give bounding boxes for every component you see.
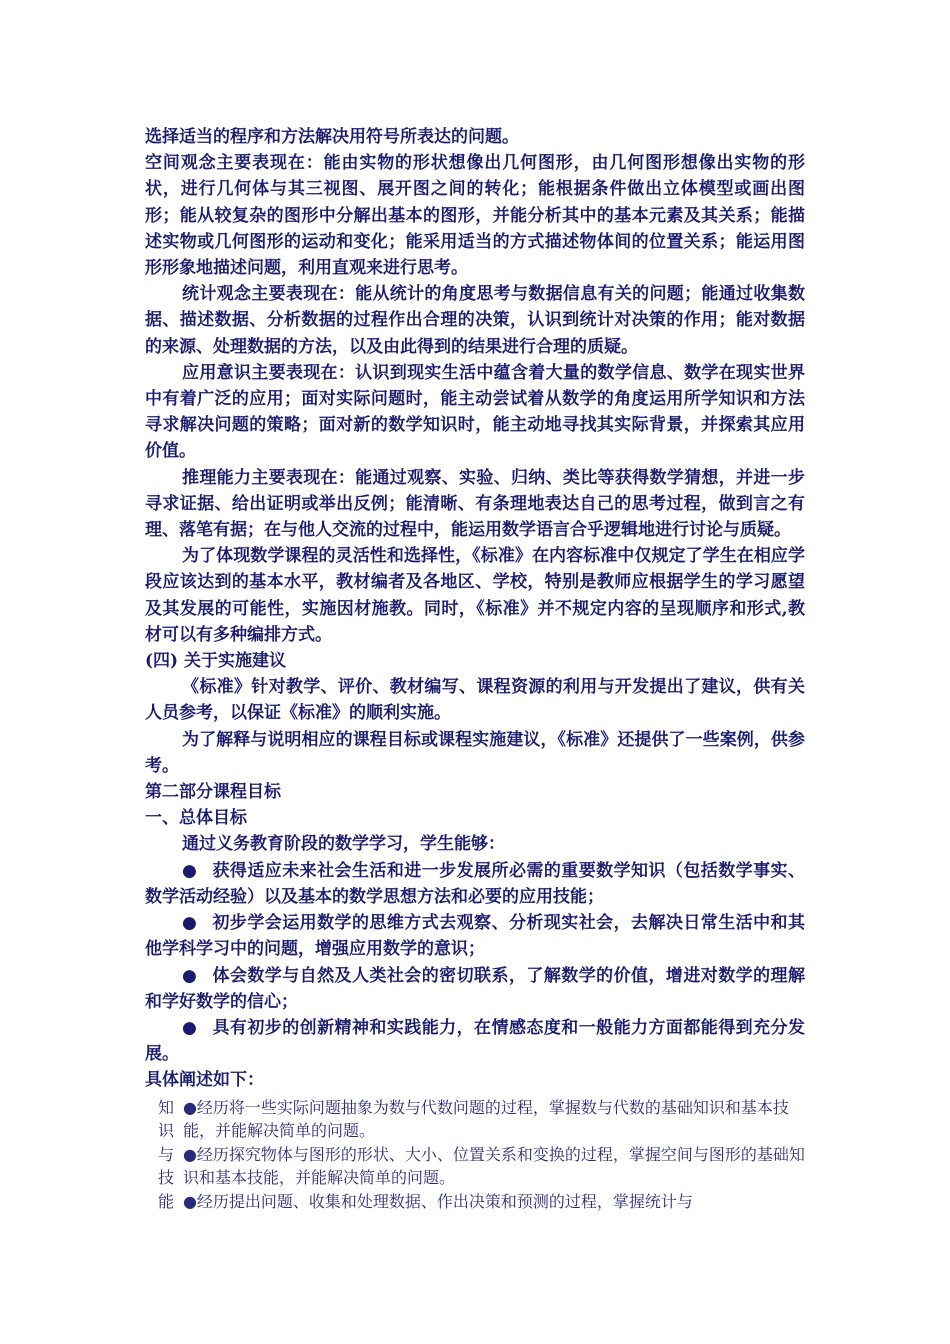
bullet-dot-icon: ●: [182, 1017, 197, 1038]
side-char: 知: [157, 1097, 174, 1117]
bullet-text: 具有初步的创新精神和实践能力，在情感态度和一般能力方面都能得到充分发展。: [145, 1017, 805, 1065]
section-heading-implementation: (四) 关于实施建议: [145, 651, 287, 672]
bullet-text: 获得适应未来社会生活和进一步发展所必需的重要数学知识（包括数学事实、数学活动经验）以及基本的数学思想方法和必要的应用技能；: [145, 860, 805, 907]
bullet-dot-icon: ●: [182, 860, 197, 881]
side-char: 与: [157, 1144, 174, 1164]
side-char: 识: [157, 1121, 174, 1141]
bullet-item: [145, 858, 805, 910]
goals-table-side-label: [145, 1096, 179, 1214]
paragraph-goals-intro: 通过义务教育阶段的数学学习，学生能够：: [182, 834, 505, 855]
paragraph-reasoning-ability: 推理能力主要表现在：能通过观察、实验、归纳、类比等获得数学猜想，并进一步寻求证据、给出证明或举出反例；能清晰、有条理地表达自己的思考过程，做到言之有理、落笔有据；在与他人交流的过程中，能运用数学语言合乎逻辑地进行讨论与质疑。: [145, 467, 805, 541]
bullet-text: 体会数学与自然及人类社会的密切联系，了解数学的价值，增进对数学的理解和学好数学的信心；: [145, 965, 805, 1012]
paragraph-implementation-2: 为了解释与说明相应的课程目标或课程实施建议，《标准》还提供了一些案例，供参考。: [145, 729, 805, 776]
paragraph-implementation-1: 《标准》针对教学、评价、教材编写、课程资源的利用与开发提出了建议，供有关人员参考，以保证《标准》的顺利实施。: [145, 677, 805, 724]
sub-heading-overall-goals: 一、总体目标: [145, 808, 247, 829]
paragraph-application-awareness: 应用意识主要表现在：认识到现实生活中蕴含着大量的数学信息、数学在现实世界中有着广泛的应用；面对实际问题时，能主动尝试着从数学的角度运用所学知识和方法寻求解决问题的策略；面对新的数学知识时，能主动地寻找其实际背景，并探索其应用价值。: [145, 362, 805, 462]
goal-row: ●经历探究物体与图形的形状、大小、位置关系和变换的过程，掌握空间与图形的基础知识和基本技能，并能解决简单的问题。: [182, 1144, 805, 1188]
bullet-item: [145, 963, 805, 1015]
document-content: [145, 124, 805, 1213]
bullet-dot-icon: ●: [182, 913, 197, 934]
paragraph-statistics-concept: 统计观念主要表现在：能从统计的角度思考与数据信息有关的问题；能通过收集数据、描述数据、分析数据的过程作出合理的决策，认识到统计对决策的作用；能对数据的来源、处理数据的方法，以及由此得到的结果进行合理的质疑。: [145, 284, 805, 357]
side-char: 技: [157, 1168, 174, 1188]
paragraph-flexibility: 为了体现数学课程的灵活性和选择性，《标准》在内容标准中仅规定了学生在相应学段应该达到的基本水平，教材编者及各地区、学校，特别是教师应根据学生的学习愿望及其发展的可能性，实施因材施教。同时，《标准》并不规定内容的呈现顺序和形式,教材可以有多种编排方式。: [145, 546, 805, 645]
bullet-dot-icon: ●: [182, 965, 197, 986]
paragraph-detail-intro: 具体阐述如下：: [145, 1070, 264, 1091]
bullet-text: 初步学会运用数学的思维方式去观察、分析现实社会，去解决日常生活中和其他学科学习中的问题，增强应用数学的意识；: [145, 913, 805, 960]
bullet-item: [145, 910, 805, 962]
part-title: 第二部分课程目标: [145, 782, 281, 803]
goal-row: ●经历提出问题、收集和处理数据、作出决策和预测的过程，掌握统计与: [182, 1191, 693, 1211]
paragraph-spatial-concept: 空间观念主要表现在：能由实物的形状想像出几何图形，由几何图形想像出实物的形状，进行几何体与其三视图、展开图之间的转化；能根据条件做出立体模型或画出图形；能从较复杂的图形中分解出基本的图形，并能分析其中的基本元素及其关系；能描述实物或几何图形的运动和变化；能采用适当的方式描述物体间的位置关系；能运用图形形象地描述问题，利用直观来进行思考。: [145, 153, 805, 279]
goal-row: ●经历将一些实际问题抽象为数与代数问题的过程，掌握数与代数的基础知识和基本技能，并能解决简单的问题。: [182, 1097, 789, 1141]
goals-table-body: [179, 1096, 805, 1214]
side-char: 能: [157, 1191, 174, 1211]
paragraph-symbol-sense-end: 选择适当的程序和方法解决用符号所表达的问题。: [145, 127, 519, 147]
goals-table: [145, 1096, 805, 1214]
bullet-item: [145, 1015, 805, 1067]
